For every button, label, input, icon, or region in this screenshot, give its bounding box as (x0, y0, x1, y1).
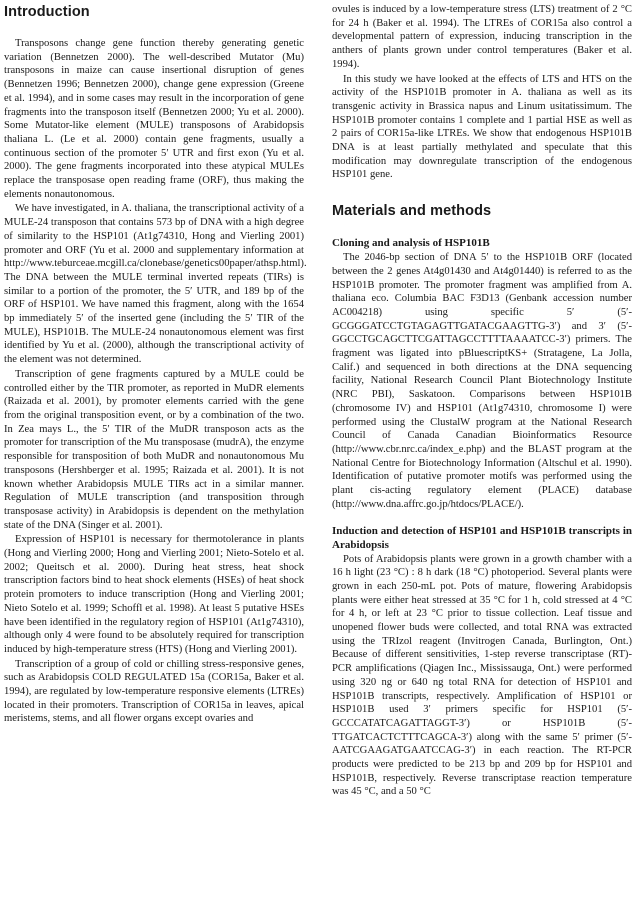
intro-study-paragraph: In this study we have looked at the effects of LTS and HTS on the activity of the HSP101B promoter in A. thaliana as well as its transgenic activity in Brassica napus and Linum usitatissimum. The HSP101B promoter contains 1 complete and 1 partial HSE as well as 2 pairs of COR15a-like LTREs. We show that endogenous HSP101B DNA is at least partially methylated and speculate that this modification may downregulate transcription of the endogenous HSP101 gene. (332, 73, 632, 181)
introduction-heading: Introduction (4, 4, 90, 20)
left-column (4, 3, 307, 726)
intro-paragraph-2: We have investigated, in A. thaliana, the transcriptional activity of a MULE-24 transposon that contains 573 bp of DNA with a high degree of similarity to the HSP101 (At1g74310, Hong and Vierling 2001) promoter and ORF (Yu et al. 2000 and supplementary information at http://www.teburceae.mcgill.ca/clonebase/genetics00paper/athsp.html). The DNA between the MULE terminal inverted repeats (TIRs) is similar to a portion of the promoter, the 5′ UTR, and 189 bp of the ORF of HSP101. We have named this fragment, along with the 1654 bp immediately 5′ of the inserted gene (including the 5′ TIR of the MULE), HSP101B. The MULE-24 nonautonomous element was first identified by Yu et al. (2000), although the transcriptional activity of the element was not determined. (4, 203, 307, 366)
intro-continued-paragraph: ovules is induced by a low-temperature stress (LTS) treatment of 2 °C for 24 h (Baker et al. 1994). The LTREs of COR15a also control a developmental pattern of expression, inducing transcription in the anthers of plants grown under control temperatures (Baker et al. 1994). (332, 4, 632, 70)
subsection-spacer (332, 512, 632, 524)
induction-subheading: Induction and detection of HSP101 and HSP101B transcripts in Arabidopsis (332, 524, 632, 551)
section-spacer (332, 182, 632, 202)
right-column (332, 3, 632, 799)
cloning-subheading: Cloning and analysis of HSP101B (332, 237, 490, 250)
methods-heading: Materials and methods (332, 203, 492, 220)
intro-paragraph-1: Transposons change gene function thereby generating genetic variation (Bennetzen 2000). The well-described Mutator (Mu) transposons in maize can cause insertional disruption of genes (Bennetzen 1996; Bennetzen 2000), change gene expression (Greene et al. 1994), and in some cases may result in the incorporation of gene fragments into the transposon itself (Bennetzen 2000; Yu et al. 2000). Some Mutator-like element (MULE) transposons of Arabidopsis thaliana L. (Le et al. 2000) contain gene fragments, usually a continuous section of the promoter 5′ UTR and first exon (Yu et al. 2000). The gene fragments incorporated into these atypical MULEs replace the transposase open reading frame (ORF), thus making the elements nonautonomous. (4, 38, 304, 200)
induction-paragraph: Pots of Arabidopsis plants were grown in a growth chamber with a 16 h light (23 °C) : 8 h dark (18 °C) photoperiod. Several plants were grown in each 250-mL pot. Pots of mature, flowering Arabidopsis plants were either heat stressed at 35 °C for 1 h, cold stressed at 4 °C for 4 h, or left at 23 °C prior to tissue collection. Leaf tissue and unopened flower buds were collected, and total RNA was extracted using the TRIzol reagent (Invitrogen Canada, Burlington, Ont.) Because of different sensitivities, 1-step reverse transcriptase (RT)-PCR amplifications (Qiagen Inc., Mississauga, Ont.) were performed using 320 ng or 640 ng total RNA for detection of HSP101 and HSP101B transcripts, respectively. Amplification of HSP101 or HSP101B used 3′ primers specific for HSP101 (5′-GCCCATATCAGATTAGGT-3′) or HSP101B (5′-TTGATCACTCTTTCAGCA-3′) along with the same 5′ primer (5′-AATCGAAGATGAATCCAG-3′) in each reaction. The RT-PCR products were predicted to be 213 bp and 209 bp for HSP101 and HSP101B, respectively. Reverse transcriptase reaction temperature was 45 °C, and a 50 °C (332, 553, 632, 798)
cloning-paragraph: The 2046-bp section of DNA 5′ to the HSP101B ORF (located between the 2 genes At4g01430 and At4g01440) is referred to as the HSP101B promoter. The promoter fragment was amplified from A. thaliana eco. Columbia BAC F3D13 (Genbank accession number AC004218) using specific 5′ (5′-GCGGGATCCTGTAGAGTTGATACGAAGTTG-3′) and 3′ (5′-GGCCTGCAGCTTCGATTAGCCTTTTAAAATCC-3′) primers. The fragment was ligated into pBluescriptKS+ (Stratagene, La Jolla, Calif.) and sequenced in both directions at the DNA sequencing facility, National Research Council Plant Biotechnology Institute (NRC PBI), Saskatoon. Comparisons between HSP101B (chromosome IV) and HSP101 (At1g74310, chromosome I) were performed using the ClustalW program at the National Research Council of Canada Canadian Bioinformatics Resource (http://www.cbr.nrc.ca/index_e.php) and the BLAST program at the National Centre for Biotechnology Information (Altschul et al. 1990). Identification of putative promoter motifs was performed using the plant cis-acting regulatory element (PLACE) database (http://www.dna.affrc.go.jp/htdocs/PLACE/). (332, 252, 632, 510)
intro-paragraph-4: Expression of HSP101 is necessary for thermotolerance in plants (Hong and Vierling 2000; Hong and Vierling 2001; Nieto-Sotelo et al. 2002; Queitsch et al. 2000). During heat stress, heat shock transcription factors bind to heat shock elements (HSEs) of heat shock protein promoters to induce transcription (Hong and Vierling 2001; Nieto Sotelo et al. 1999; Schoffl et al. 1998). At least 5 putative HSEs have been identified in the regulatory region of HSP101 (At1g74310), although only 4 were found to be absolutely required for transcription induced by high-temperature stress (HTS) (Hong and Vierling 2001). (4, 534, 304, 655)
intro-paragraph-3: Transcription of gene fragments captured by a MULE could be controlled either by the TIR promoter, as reported in MuDR elements (Raizada et al. 2001), by promoter elements carried with the gene from the original transposition event, or by a combination of the two. In Zea mays L., the 5′ TIR of the MuDR transposon acts as the promoter for transcription of the Mu transposase (mudrA), the enzyme responsible for transposition of both MuDR and nonautonomous Mu transposons (Hershberger et al. 1995; Raizada et al. 2001). It is not known whether Arabidopsis MULE TIRs act in a similar manner. Regulation of MULE transcription (and transposition through transposase activity) in Arabidopsis is dependent on the methylation state of the DNA (Singer et al. 2001). (4, 368, 304, 531)
intro-paragraph-5: Transcription of a group of cold or chilling stress-responsive genes, such as Arabidopsis COLD REGULATED 15a (COR15a, Baker et al. 1994), are regulated by low-temperature responsive elements (LTREs) located in their promoters. Transcription of COR15a in leaves, apical meristems, stems, and all flower organs except ovaries and (4, 658, 304, 725)
